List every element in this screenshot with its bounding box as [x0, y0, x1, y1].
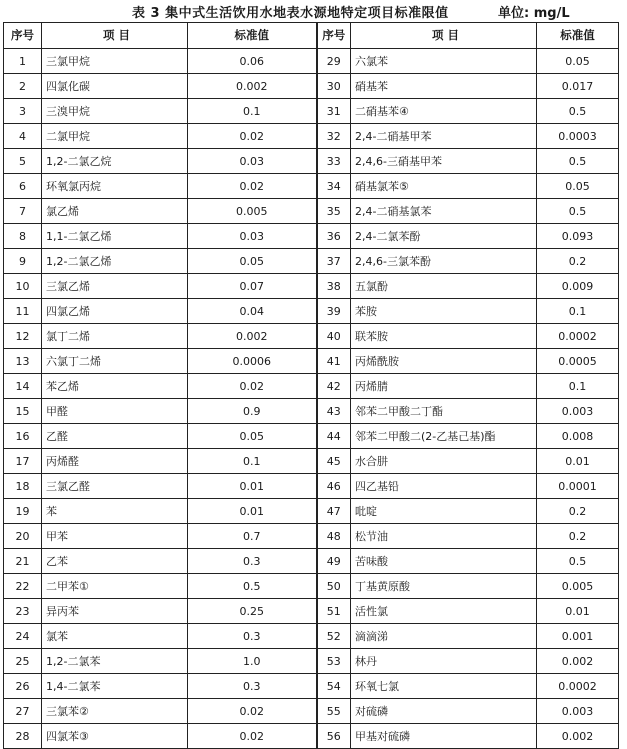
row-item-left: 氯丁二烯	[42, 324, 188, 349]
table-row	[4, 74, 619, 99]
row-item-left: 1,2-二氯乙烷	[42, 149, 188, 174]
row-item-right: 苯胺	[351, 299, 537, 324]
table-row	[4, 474, 619, 499]
row-limit-right: 0.01	[537, 449, 619, 474]
row-limit-left: 0.005	[188, 199, 317, 224]
row-limit-right: 0.1	[537, 299, 619, 324]
row-num-right: 54	[317, 674, 351, 699]
row-limit-right: 0.2	[537, 524, 619, 549]
row-num-right: 50	[317, 574, 351, 599]
row-num-left: 17	[4, 449, 42, 474]
row-limit-left: 0.03	[188, 224, 317, 249]
row-limit-right: 0.008	[537, 424, 619, 449]
table-row	[4, 199, 619, 224]
row-limit-right: 0.5	[537, 549, 619, 574]
row-num-left: 3	[4, 99, 42, 124]
row-num-right: 44	[317, 424, 351, 449]
table-row	[4, 724, 619, 749]
row-item-left: 三氯乙醛	[42, 474, 188, 499]
row-limit-right: 0.005	[537, 574, 619, 599]
row-num-left: 2	[4, 74, 42, 99]
row-num-right: 43	[317, 399, 351, 424]
row-limit-right: 0.002	[537, 724, 619, 749]
row-limit-right: 0.003	[537, 699, 619, 724]
row-item-right: 水合肼	[351, 449, 537, 474]
table-row	[4, 674, 619, 699]
row-limit-right: 0.0002	[537, 674, 619, 699]
row-item-left: 甲苯	[42, 524, 188, 549]
header-limit-left: 标准值	[188, 23, 317, 49]
row-num-left: 16	[4, 424, 42, 449]
row-item-left: 四氯乙烯	[42, 299, 188, 324]
row-limit-left: 0.01	[188, 474, 317, 499]
row-limit-left: 0.7	[188, 524, 317, 549]
row-limit-left: 0.1	[188, 99, 317, 124]
row-item-right: 林丹	[351, 649, 537, 674]
row-item-right: 松节油	[351, 524, 537, 549]
row-num-right: 29	[317, 49, 351, 74]
row-limit-right: 0.003	[537, 399, 619, 424]
row-num-left: 9	[4, 249, 42, 274]
row-item-left: 异丙苯	[42, 599, 188, 624]
row-num-right: 38	[317, 274, 351, 299]
row-limit-left: 0.002	[188, 324, 317, 349]
row-limit-left: 0.01	[188, 499, 317, 524]
row-item-right: 2,4,6-三硝基甲苯	[351, 149, 537, 174]
row-num-left: 5	[4, 149, 42, 174]
row-item-left: 1,2-二氯苯	[42, 649, 188, 674]
row-limit-right: 0.01	[537, 599, 619, 624]
table-row	[4, 524, 619, 549]
row-num-left: 23	[4, 599, 42, 624]
row-num-left: 18	[4, 474, 42, 499]
row-item-right: 联苯胺	[351, 324, 537, 349]
row-num-right: 55	[317, 699, 351, 724]
table-row	[4, 99, 619, 124]
row-limit-left: 0.06	[188, 49, 317, 74]
row-item-left: 三氯乙烯	[42, 274, 188, 299]
row-item-left: 环氧氯丙烷	[42, 174, 188, 199]
row-num-right: 42	[317, 374, 351, 399]
row-num-left: 14	[4, 374, 42, 399]
row-limit-right: 0.0001	[537, 474, 619, 499]
row-num-right: 52	[317, 624, 351, 649]
row-limit-right: 0.093	[537, 224, 619, 249]
row-num-left: 19	[4, 499, 42, 524]
row-num-right: 31	[317, 99, 351, 124]
row-item-right: 四乙基铅	[351, 474, 537, 499]
row-item-left: 四氯苯③	[42, 724, 188, 749]
row-num-left: 21	[4, 549, 42, 574]
row-limit-right: 0.009	[537, 274, 619, 299]
row-item-left: 1,2-二氯乙烯	[42, 249, 188, 274]
row-num-left: 26	[4, 674, 42, 699]
row-item-left: 氯苯	[42, 624, 188, 649]
table-header-row	[4, 23, 619, 49]
row-num-left: 28	[4, 724, 42, 749]
header-limit-right: 标准值	[537, 23, 619, 49]
row-num-right: 40	[317, 324, 351, 349]
row-limit-left: 0.02	[188, 374, 317, 399]
table-row	[4, 449, 619, 474]
row-item-left: 乙苯	[42, 549, 188, 574]
row-limit-left: 0.9	[188, 399, 317, 424]
row-num-left: 25	[4, 649, 42, 674]
row-limit-left: 0.05	[188, 249, 317, 274]
table-row	[4, 374, 619, 399]
row-limit-left: 0.03	[188, 149, 317, 174]
header-num-right: 序号	[317, 23, 351, 49]
row-item-left: 苯	[42, 499, 188, 524]
row-num-right: 45	[317, 449, 351, 474]
row-item-left: 三氯甲烷	[42, 49, 188, 74]
table-title: 表 3 集中式生活饮用水地表水源地特定项目标准限值	[132, 6, 449, 21]
table-row	[4, 149, 619, 174]
row-limit-right: 0.5	[537, 199, 619, 224]
row-limit-right: 0.017	[537, 74, 619, 99]
row-limit-right: 0.5	[537, 149, 619, 174]
row-item-right: 滴滴涕	[351, 624, 537, 649]
row-limit-right: 0.5	[537, 99, 619, 124]
row-item-left: 二甲苯①	[42, 574, 188, 599]
row-limit-left: 0.02	[188, 124, 317, 149]
row-num-right: 39	[317, 299, 351, 324]
row-limit-right: 0.0003	[537, 124, 619, 149]
row-item-right: 邻苯二甲酸二丁酯	[351, 399, 537, 424]
row-limit-left: 0.3	[188, 549, 317, 574]
row-item-right: 六氯苯	[351, 49, 537, 74]
table-row	[4, 699, 619, 724]
row-limit-left: 0.5	[188, 574, 317, 599]
row-item-right: 2,4-二氯苯酚	[351, 224, 537, 249]
row-num-left: 8	[4, 224, 42, 249]
row-limit-left: 0.3	[188, 674, 317, 699]
row-limit-left: 0.02	[188, 174, 317, 199]
row-item-right: 2,4-二硝基氯苯	[351, 199, 537, 224]
row-num-right: 41	[317, 349, 351, 374]
row-item-left: 六氯丁二烯	[42, 349, 188, 374]
row-limit-right: 0.0002	[537, 324, 619, 349]
row-item-right: 邻苯二甲酸二(2-乙基己基)酯	[351, 424, 537, 449]
row-num-right: 46	[317, 474, 351, 499]
row-num-left: 1	[4, 49, 42, 74]
table-row	[4, 124, 619, 149]
row-item-left: 甲醛	[42, 399, 188, 424]
row-num-right: 32	[317, 124, 351, 149]
row-item-right: 对硫磷	[351, 699, 537, 724]
row-num-left: 6	[4, 174, 42, 199]
table-row	[4, 574, 619, 599]
table-row	[4, 249, 619, 274]
row-num-right: 47	[317, 499, 351, 524]
row-limit-right: 0.05	[537, 174, 619, 199]
table-row	[4, 624, 619, 649]
table-row	[4, 224, 619, 249]
row-item-right: 2,4-二硝基甲苯	[351, 124, 537, 149]
standards-table	[3, 22, 619, 749]
row-item-right: 二硝基苯④	[351, 99, 537, 124]
row-num-right: 33	[317, 149, 351, 174]
row-limit-left: 0.1	[188, 449, 317, 474]
row-item-right: 苦味酸	[351, 549, 537, 574]
table-row	[4, 649, 619, 674]
row-item-left: 四氯化碳	[42, 74, 188, 99]
table-row	[4, 324, 619, 349]
table-row	[4, 349, 619, 374]
row-num-right: 51	[317, 599, 351, 624]
table-row	[4, 174, 619, 199]
row-num-left: 4	[4, 124, 42, 149]
row-item-right: 硝基苯	[351, 74, 537, 99]
row-limit-right: 0.001	[537, 624, 619, 649]
row-item-left: 二氯甲烷	[42, 124, 188, 149]
row-limit-left: 0.02	[188, 724, 317, 749]
row-num-right: 53	[317, 649, 351, 674]
row-limit-left: 0.25	[188, 599, 317, 624]
row-limit-left: 0.3	[188, 624, 317, 649]
row-limit-right: 0.1	[537, 374, 619, 399]
header-item-left: 项 目	[42, 23, 188, 49]
row-item-left: 氯乙烯	[42, 199, 188, 224]
header-num-left: 序号	[4, 23, 42, 49]
row-num-right: 49	[317, 549, 351, 574]
row-item-left: 丙烯醛	[42, 449, 188, 474]
row-num-left: 10	[4, 274, 42, 299]
row-limit-right: 0.05	[537, 49, 619, 74]
row-num-left: 11	[4, 299, 42, 324]
row-item-left: 三氯苯②	[42, 699, 188, 724]
row-limit-right: 0.0005	[537, 349, 619, 374]
row-limit-left: 0.04	[188, 299, 317, 324]
row-limit-right: 0.002	[537, 649, 619, 674]
row-num-left: 20	[4, 524, 42, 549]
table-row	[4, 599, 619, 624]
row-limit-left: 0.002	[188, 74, 317, 99]
row-num-right: 34	[317, 174, 351, 199]
row-item-left: 1,1-二氯乙烯	[42, 224, 188, 249]
row-limit-left: 0.0006	[188, 349, 317, 374]
row-item-left: 1,4-二氯苯	[42, 674, 188, 699]
row-num-left: 24	[4, 624, 42, 649]
row-item-right: 甲基对硫磷	[351, 724, 537, 749]
row-num-right: 30	[317, 74, 351, 99]
row-limit-left: 0.02	[188, 699, 317, 724]
row-item-right: 丁基黄原酸	[351, 574, 537, 599]
unit-label: 单位: mg/L	[498, 6, 570, 21]
row-limit-right: 0.2	[537, 499, 619, 524]
row-item-left: 苯乙烯	[42, 374, 188, 399]
row-item-right: 丙烯腈	[351, 374, 537, 399]
row-item-right: 环氧七氯	[351, 674, 537, 699]
table-row	[4, 49, 619, 74]
table-row	[4, 274, 619, 299]
row-limit-right: 0.2	[537, 249, 619, 274]
row-item-left: 三溴甲烷	[42, 99, 188, 124]
row-item-right: 丙烯酰胺	[351, 349, 537, 374]
row-item-left: 乙醛	[42, 424, 188, 449]
row-num-left: 12	[4, 324, 42, 349]
table-caption	[0, 0, 627, 22]
row-num-right: 37	[317, 249, 351, 274]
row-item-right: 活性氯	[351, 599, 537, 624]
header-item-right: 项 目	[351, 23, 537, 49]
row-num-left: 7	[4, 199, 42, 224]
row-item-right: 2,4,6-三氯苯酚	[351, 249, 537, 274]
row-limit-left: 0.07	[188, 274, 317, 299]
row-item-right: 五氯酚	[351, 274, 537, 299]
row-limit-left: 0.05	[188, 424, 317, 449]
table-row	[4, 299, 619, 324]
row-num-left: 27	[4, 699, 42, 724]
row-num-right: 36	[317, 224, 351, 249]
row-limit-left: 1.0	[188, 649, 317, 674]
row-num-right: 56	[317, 724, 351, 749]
row-item-right: 硝基氯苯⑤	[351, 174, 537, 199]
row-num-right: 35	[317, 199, 351, 224]
table-row	[4, 499, 619, 524]
row-num-left: 22	[4, 574, 42, 599]
row-num-left: 13	[4, 349, 42, 374]
table-row	[4, 549, 619, 574]
row-num-right: 48	[317, 524, 351, 549]
table-row	[4, 424, 619, 449]
row-item-right: 吡啶	[351, 499, 537, 524]
table-row	[4, 399, 619, 424]
row-num-left: 15	[4, 399, 42, 424]
